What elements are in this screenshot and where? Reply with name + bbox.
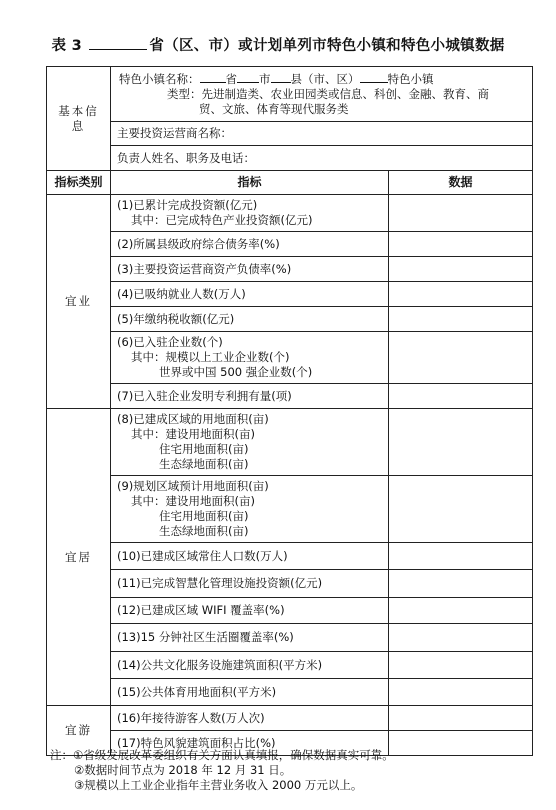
indicator-sub-label: 住宅用地面积(亩) — [159, 442, 249, 456]
indicator-cell — [111, 232, 389, 257]
indicator-label: (3)主要投资运营商资产负债率(%) — [117, 261, 292, 276]
indicator-sub-label: 生态绿地面积(亩) — [159, 524, 249, 538]
table-title — [0, 34, 556, 55]
indicator-row — [47, 570, 533, 598]
indicator-label: (2)所属县级政府综合债务率(%) — [117, 236, 280, 251]
indicator-row — [47, 282, 533, 307]
indicator-sub-label: 其中：已完成特色产业投资额(亿元) — [131, 213, 313, 227]
notes — [50, 748, 394, 793]
indicator-cell — [111, 679, 389, 706]
province-blank — [89, 37, 147, 50]
town-data-table — [46, 66, 533, 756]
indicator-label: (16)年接待游客人数(万人次) — [117, 710, 265, 725]
indicator-cell — [111, 384, 389, 409]
indicator-row — [47, 543, 533, 570]
indicator-sub-label: 其中：建设用地面积(亩) — [131, 494, 255, 508]
indicator-row — [47, 409, 533, 476]
data-input-cell[interactable] — [389, 598, 533, 624]
indicator-row — [47, 257, 533, 282]
indicator-row — [47, 624, 533, 652]
indicator-cell — [111, 282, 389, 307]
data-input-cell[interactable] — [389, 257, 533, 282]
indicator-cell — [111, 624, 389, 652]
data-input-cell[interactable] — [389, 570, 533, 598]
town-type-line1: 类型：先进制造类、农业田园类或信息、科创、金融、教育、商 — [167, 87, 489, 101]
responsible-cell: 负责人姓名、职务及电话： — [111, 146, 533, 171]
indicator-row — [47, 679, 533, 706]
indicator-sub-label: 其中：建设用地面积(亩) — [131, 427, 255, 441]
province-label: 省 — [225, 72, 237, 86]
category-yiju: 宜居 — [47, 409, 111, 706]
category-basic-info: 基本信息 — [47, 67, 111, 171]
indicator-row — [47, 476, 533, 543]
indicator-sub-label: 其中：规模以上工业企业数(个) — [131, 350, 290, 364]
data-input-cell[interactable] — [389, 282, 533, 307]
data-input-cell[interactable] — [389, 307, 533, 332]
indicator-cell — [111, 476, 389, 543]
basic-info-row-investor — [47, 122, 533, 146]
indicator-row — [47, 307, 533, 332]
indicator-label: (13)15 分钟社区生活圈覆盖率(%) — [117, 630, 294, 644]
table-number: 表 3 — [51, 38, 82, 54]
indicator-label: (11)已完成智慧化管理设施投资额(亿元) — [117, 576, 323, 590]
indicator-sub-label: 世界或中国 500 强企业数(个) — [159, 365, 313, 379]
indicator-cell — [111, 332, 389, 384]
data-input-cell[interactable] — [389, 624, 533, 652]
indicator-label: (7)已入驻企业发明专利拥有量(项) — [117, 388, 292, 403]
category-yiyou: 宜游 — [47, 706, 111, 756]
indicator-row — [47, 384, 533, 409]
indicator-cell — [111, 307, 389, 332]
indicator-sub-label: 生态绿地面积(亩) — [159, 457, 249, 471]
table-header-row — [47, 171, 533, 195]
indicator-label: (12)已建成区域 WIFI 覆盖率(%) — [117, 603, 285, 617]
indicator-label: (6)已入驻企业数(个) — [117, 335, 223, 349]
town-label: 特色小镇 — [387, 72, 434, 86]
town-name-label: 特色小镇名称： — [119, 72, 200, 86]
note-3: ③规模以上工业企业指年主营业务收入 2000 万元以上。 — [74, 778, 363, 792]
indicator-label: (10)已建成区域常住人口数(万人) — [117, 548, 288, 563]
indicator-label: (4)已吸纳就业人数(万人) — [117, 286, 246, 301]
indicator-cell — [111, 543, 389, 570]
data-input-cell[interactable] — [389, 543, 533, 570]
table-title-text: 省（区、市）或计划单列市特色小镇和特色小城镇数据 — [149, 38, 505, 54]
indicator-cell — [111, 570, 389, 598]
data-input-cell[interactable] — [389, 652, 533, 679]
city-label: 市 — [259, 72, 271, 86]
indicator-cell — [111, 598, 389, 624]
indicator-row — [47, 232, 533, 257]
indicator-row — [47, 195, 533, 232]
header-indicator: 指标 — [111, 171, 389, 195]
category-yiye: 宜业 — [47, 195, 111, 409]
indicator-cell — [111, 652, 389, 679]
town-name-cell — [111, 67, 533, 122]
indicator-cell — [111, 706, 389, 731]
indicator-label: (14)公共文化服务设施建筑面积(平方米) — [117, 657, 323, 672]
indicator-label: (17)特色风貌建筑面积占比(%) — [117, 735, 276, 750]
investor-cell: 主要投资运营商名称： — [111, 122, 533, 146]
data-input-cell[interactable] — [389, 195, 533, 232]
indicator-row — [47, 652, 533, 679]
indicator-row — [47, 706, 533, 731]
indicator-label: (1)已累计完成投资额(亿元) — [117, 198, 258, 212]
basic-info-row-name — [47, 67, 533, 122]
indicator-row — [47, 598, 533, 624]
indicator-cell — [111, 195, 389, 232]
indicator-cell — [111, 409, 389, 476]
data-input-cell[interactable] — [389, 384, 533, 409]
note-2: ②数据时间节点为 2018 年 12 月 31 日。 — [74, 763, 292, 777]
data-input-cell[interactable] — [389, 476, 533, 543]
header-category: 指标类别 — [47, 171, 111, 195]
indicator-sub-label: 住宅用地面积(亩) — [159, 509, 249, 523]
indicator-cell — [111, 257, 389, 282]
data-input-cell[interactable] — [389, 731, 533, 756]
data-input-cell[interactable] — [389, 679, 533, 706]
header-data: 数据 — [389, 171, 533, 195]
note-1: 注：①省级发展改革委组织有关方面认真填报，确保数据真实可靠。 — [50, 748, 394, 762]
county-label: 县（市、区） — [290, 72, 360, 86]
indicator-label: (5)年缴纳税收额(亿元) — [117, 311, 235, 326]
data-input-cell[interactable] — [389, 232, 533, 257]
town-name-line — [119, 71, 524, 87]
indicator-row — [47, 332, 533, 384]
data-input-cell[interactable] — [389, 332, 533, 384]
indicator-label: (15)公共体育用地面积(平方米) — [117, 684, 277, 699]
town-type-line2: 贸、文旅、体育等现代服务类 — [199, 102, 349, 116]
data-input-cell[interactable] — [389, 706, 533, 731]
data-input-cell[interactable] — [389, 409, 533, 476]
basic-info-row-responsible — [47, 146, 533, 171]
indicator-label: (9)规划区域预计用地面积(亩) — [117, 479, 269, 493]
indicator-label: (8)已建成区域的用地面积(亩) — [117, 412, 269, 426]
